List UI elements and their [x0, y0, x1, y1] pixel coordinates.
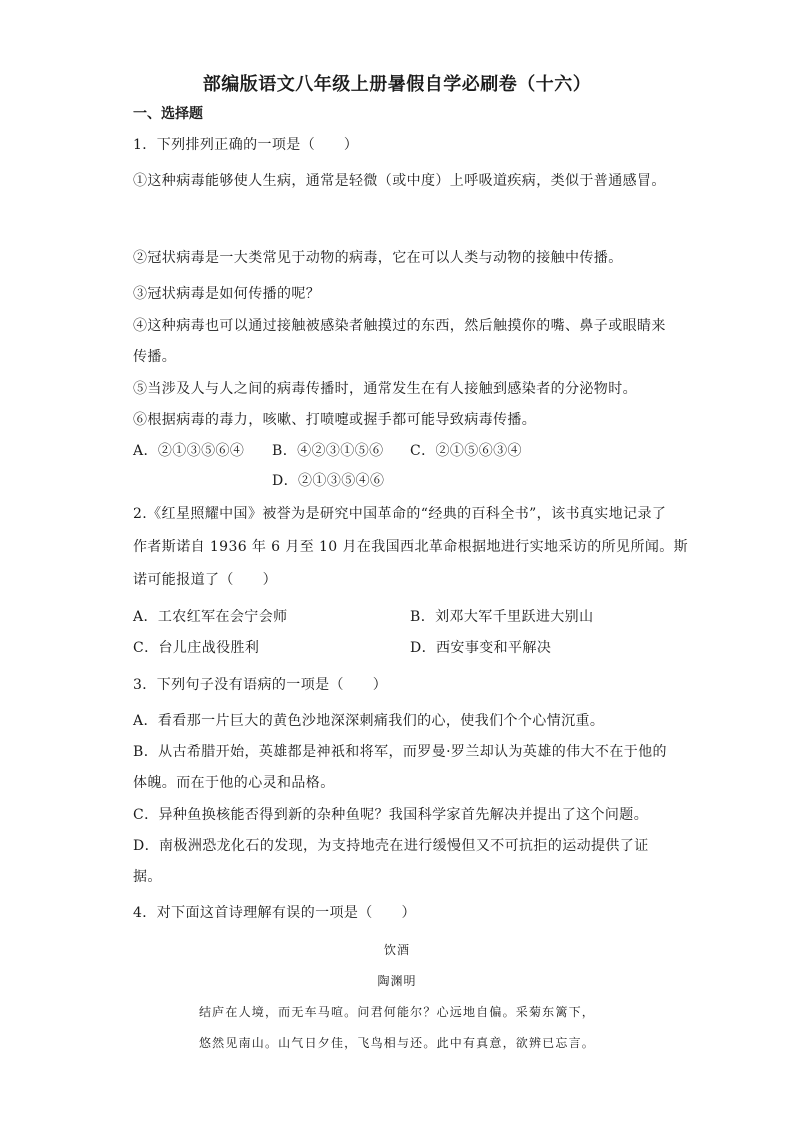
- q2-option-c[interactable]: C．台儿庄战役胜利: [133, 640, 260, 656]
- section-heading: 一、选择题: [133, 106, 203, 122]
- poem-author: 陶渊明: [377, 974, 417, 988]
- q3-option-b[interactable]: B．从古希腊开始，英雄都是神祇和将军，而罗曼·罗兰却认为英雄的伟大不在于他的: [133, 744, 667, 760]
- q2-stem-line-2: 作者斯诺自 1936 年 6 月至 10 月在我国西北革命根据地进行实地采访的所见所闻。斯: [133, 539, 689, 555]
- q2-option-d[interactable]: D．西安事变和平解决: [410, 640, 552, 656]
- poem-title: 饮酒: [383, 943, 410, 957]
- q1-sentence-4-cont: 传播。: [133, 349, 177, 365]
- q1-sentence-5: ⑤当涉及人与人之间的病毒传播时，通常发生在有人接触到感染者的分泌物时。: [133, 381, 637, 397]
- q3-option-b-cont: 体魄。而在于他的心灵和品格。: [133, 775, 335, 791]
- q1-option-d[interactable]: D．②①③⑤④⑥: [272, 473, 385, 489]
- q1-sentence-6: ⑥根据病毒的毒力，咳嗽、打喷嚏或握手都可能导致病毒传播。: [133, 412, 537, 428]
- q2-stem-line-1: 2.《红星照耀中国》被誉为是研究中国革命的“经典的百科全书”，该书真实地记录了: [133, 506, 667, 522]
- q2-stem-line-3: 诺可能报道了（ ）: [133, 572, 277, 588]
- q1-sentence-1: ①这种病毒能够使人生病，通常是轻微（或中度）上呼吸道疾病，类似于普通感冒。: [133, 173, 666, 189]
- q2-option-a[interactable]: A．工农红军在会宁会师: [133, 609, 288, 625]
- q2-option-b[interactable]: B．刘邓大军千里跃进大别山: [410, 609, 594, 625]
- page-title: 部编版语文八年级上册暑假自学必刷卷（十六）: [202, 74, 592, 95]
- q3-option-c[interactable]: C．异种鱼换核能否得到新的杂种鱼呢？我国科学家首先解决并提出了这个问题。: [133, 807, 649, 823]
- q1-stem: 1．下列排列正确的一项是（ ）: [133, 137, 359, 153]
- q1-option-b[interactable]: B．④②③①⑤⑥: [272, 443, 384, 459]
- q1-sentence-3: ③冠状病毒是如何传播的呢？: [133, 286, 321, 302]
- q4-stem: 4．对下面这首诗理解有误的一项是（ ）: [133, 905, 416, 921]
- poem-line-1: 结庐在人境，而无车马喧。问君何能尔？心远地自偏。采菊东篱下，: [198, 1005, 595, 1019]
- q3-option-d[interactable]: D．南极洲恐龙化石的发现，为支持地壳在进行缓慢但又不可抗拒的运动提供了证: [133, 838, 649, 854]
- q1-option-a[interactable]: A．②①③⑤⑥④: [133, 443, 245, 459]
- q1-option-c[interactable]: C．②①⑤⑥③④: [410, 443, 522, 459]
- q3-stem: 3．下列句子没有语病的一项是（ ）: [133, 677, 388, 693]
- q3-option-d-cont: 据。: [133, 869, 162, 885]
- q3-option-a[interactable]: A．看看那一片巨大的黄色沙地深深刺痛我们的心，使我们个个心情沉重。: [133, 713, 605, 729]
- q1-sentence-4: ④这种病毒也可以通过接触被感染者触摸过的东西，然后触摸你的嘴、鼻子或眼睛来: [133, 318, 666, 334]
- q1-sentence-2: ②冠状病毒是一大类常见于动物的病毒，它在可以人类与动物的接触中传播。: [133, 250, 623, 266]
- poem-line-2: 悠然见南山。山气日夕佳，飞鸟相与还。此中有真意，欲辨已忘言。: [198, 1036, 595, 1050]
